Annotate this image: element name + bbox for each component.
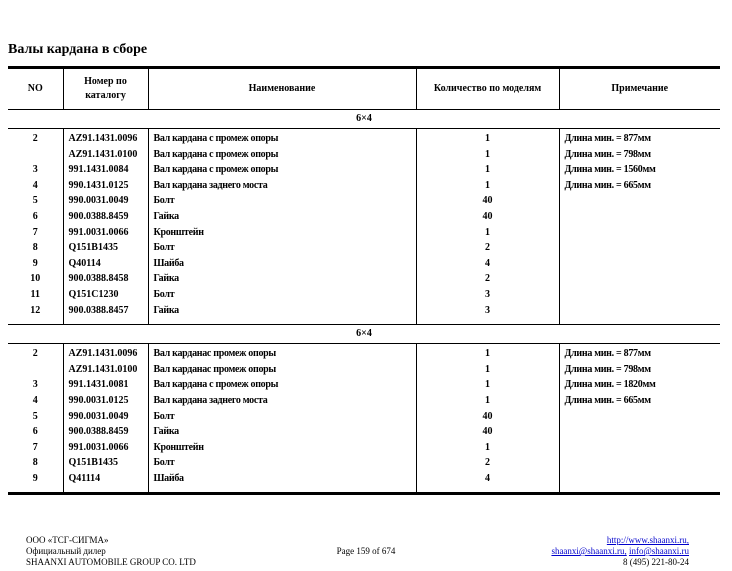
- row-name: Болт: [148, 287, 416, 303]
- row-catalog-number: Q151B1435: [63, 240, 148, 256]
- row-qty: 3: [416, 287, 559, 303]
- row-qty: 1: [416, 440, 559, 456]
- parts-table: [8, 66, 720, 495]
- row-note: [559, 209, 720, 225]
- header-qty: Количество по моделям: [416, 68, 559, 110]
- row-name: Кронштейн: [148, 225, 416, 241]
- row-name: Болт: [148, 240, 416, 256]
- row-no: 3: [32, 164, 38, 176]
- row-catalog-number: 990.1431.0125: [63, 178, 148, 194]
- table-row: [8, 471, 720, 487]
- row-catalog-number: 991.0031.0066: [63, 225, 148, 241]
- row-catalog-number: 990.0031.0125: [63, 393, 148, 409]
- section-spacer: [8, 486, 720, 494]
- table-row: [8, 362, 720, 378]
- row-qty: 40: [416, 193, 559, 209]
- row-name: Гайка: [148, 424, 416, 440]
- row-qty: 1: [416, 178, 559, 194]
- row-qty: 4: [416, 471, 559, 487]
- row-name: Гайка: [148, 271, 416, 287]
- spacer-cell: [148, 486, 416, 494]
- row-no: [8, 362, 63, 378]
- row-qty: 1: [416, 225, 559, 241]
- row-qty: 1: [416, 162, 559, 178]
- row-no: 5: [32, 195, 38, 207]
- row-catalog-number: AZ91.1431.0100: [63, 362, 148, 378]
- row-name: Шайба: [148, 471, 416, 487]
- row-qty: 3: [416, 303, 559, 319]
- row-qty: 2: [416, 455, 559, 471]
- row-no: 6: [32, 426, 38, 438]
- row-no: 5: [32, 410, 38, 422]
- row-no: 8: [32, 242, 38, 254]
- table-header-row: [8, 68, 720, 110]
- row-qty: 40: [416, 409, 559, 425]
- spacer-cell: [416, 486, 559, 494]
- table-row: [8, 424, 720, 440]
- row-no: 8: [32, 457, 38, 469]
- table-row: [8, 271, 720, 287]
- row-note: [559, 471, 720, 487]
- row-note: [559, 287, 720, 303]
- row-catalog-number: AZ91.1431.0096: [63, 129, 148, 147]
- footer-phone: 8 (495) 221-80-24: [623, 557, 689, 567]
- row-name: Гайка: [148, 303, 416, 319]
- row-note: Длина мин. = 665мм: [559, 178, 720, 194]
- spacer-cell: [8, 486, 63, 494]
- section-header-row: [8, 325, 720, 344]
- row-name: Вал кардана с промеж опоры: [148, 129, 416, 147]
- row-no: 6: [32, 210, 38, 222]
- row-qty: 1: [416, 147, 559, 163]
- header-no: NO: [8, 68, 63, 110]
- section-label: 6×4: [8, 325, 720, 344]
- table-row: [8, 393, 720, 409]
- row-name: Болт: [148, 455, 416, 471]
- row-no: 7: [32, 226, 38, 238]
- row-qty: 1: [416, 129, 559, 147]
- table-row: [8, 129, 720, 147]
- row-catalog-number: AZ91.1431.0100: [63, 147, 148, 163]
- header-catalog-line2: каталогу: [85, 90, 126, 101]
- table-row: [8, 455, 720, 471]
- row-qty: 1: [416, 393, 559, 409]
- row-catalog-number: Q41114: [63, 471, 148, 487]
- row-note: [559, 240, 720, 256]
- spacer-cell: [559, 486, 720, 494]
- header-note: Примечание: [559, 68, 720, 110]
- row-qty: 4: [416, 256, 559, 272]
- row-qty: 2: [416, 271, 559, 287]
- row-no: 2: [32, 133, 38, 144]
- row-name: Вал карданас промеж опоры: [148, 344, 416, 362]
- row-qty: 1: [416, 344, 559, 362]
- table-row: [8, 178, 720, 194]
- row-no: 11: [30, 288, 40, 300]
- row-note: [559, 303, 720, 319]
- row-catalog-number: Q151B1435: [63, 455, 148, 471]
- row-name: Вал кардана с промеж опоры: [148, 162, 416, 178]
- row-no: [8, 147, 63, 163]
- row-no: 10: [30, 273, 41, 285]
- row-no: 3: [32, 379, 38, 391]
- row-note: Длина мин. = 1560мм: [559, 162, 720, 178]
- footer-group: SHAANXI AUTOMOBILE GROUP CO. LTD: [26, 557, 196, 567]
- row-catalog-number: 990.0031.0049: [63, 193, 148, 209]
- row-no: 4: [32, 394, 38, 406]
- row-catalog-number: 900.0388.8458: [63, 271, 148, 287]
- table-row: [8, 409, 720, 425]
- row-name: Вал кардана заднего моста: [148, 393, 416, 409]
- row-catalog-number: 900.0388.8459: [63, 209, 148, 225]
- row-catalog-number: Q40114: [63, 256, 148, 272]
- row-qty: 1: [416, 377, 559, 393]
- row-note: Длина мин. = 1820мм: [559, 377, 720, 393]
- spacer-cell: [63, 486, 148, 494]
- row-note: Длина мин. = 798мм: [559, 147, 720, 163]
- row-name: Вал кардана с промеж опоры: [148, 377, 416, 393]
- footer-dealer: Официальный дилер: [26, 546, 106, 556]
- table-row: [8, 440, 720, 456]
- row-qty: 40: [416, 209, 559, 225]
- row-catalog-number: 900.0388.8457: [63, 303, 148, 319]
- row-note: [559, 193, 720, 209]
- row-no: 7: [32, 441, 38, 453]
- table-row: [8, 240, 720, 256]
- row-name: Гайка: [148, 209, 416, 225]
- table-row: [8, 256, 720, 272]
- email-link-sales[interactable]: shaanxi@shaanxi.ru,: [551, 546, 627, 556]
- row-qty: 1: [416, 362, 559, 378]
- email-link-info[interactable]: info@shaanxi.ru: [628, 546, 689, 556]
- page-title: Валы кардана в сборе: [8, 42, 148, 57]
- row-no: 12: [30, 304, 41, 316]
- header-name: Наименование: [148, 68, 416, 110]
- row-note: Длина мин. = 877мм: [559, 129, 720, 147]
- row-name: Шайба: [148, 256, 416, 272]
- row-no: 4: [32, 179, 38, 191]
- website-link[interactable]: http://www.shaanxi.ru,: [606, 535, 689, 545]
- table-row: [8, 225, 720, 241]
- row-name: Болт: [148, 193, 416, 209]
- row-catalog-number: 990.0031.0049: [63, 409, 148, 425]
- row-note: Длина мин. = 665мм: [559, 393, 720, 409]
- row-no: 2: [32, 348, 38, 360]
- page-number: Page 159 of 674: [336, 546, 396, 556]
- footer-right: [551, 535, 689, 568]
- table-row: [8, 344, 720, 362]
- row-name: Вал кардана с промеж опоры: [148, 147, 416, 163]
- row-name: Вал кардана заднего моста: [148, 178, 416, 194]
- row-no: 9: [32, 257, 38, 269]
- row-name: Болт: [148, 409, 416, 425]
- table-row: [8, 193, 720, 209]
- row-no: 9: [32, 472, 38, 484]
- row-note: [559, 256, 720, 272]
- row-note: Длина мин. = 798мм: [559, 362, 720, 378]
- row-qty: 2: [416, 240, 559, 256]
- row-catalog-number: AZ91.1431.0096: [63, 344, 148, 362]
- row-catalog-number: 900.0388.8459: [63, 424, 148, 440]
- row-note: [559, 271, 720, 287]
- row-qty: 40: [416, 424, 559, 440]
- section-header-row: [8, 110, 720, 129]
- table-row: [8, 209, 720, 225]
- footer-company: ООО «ТСГ-СИГМА»: [26, 535, 109, 545]
- row-catalog-number: 991.0031.0066: [63, 440, 148, 456]
- row-note: Длина мин. = 877мм: [559, 344, 720, 362]
- table-row: [8, 147, 720, 163]
- table-row: [8, 377, 720, 393]
- row-catalog-number: Q151C1230: [63, 287, 148, 303]
- header-catalog-line1: Номер по: [84, 76, 127, 87]
- table-row: [8, 303, 720, 319]
- table-row: [8, 287, 720, 303]
- row-note: [559, 455, 720, 471]
- row-catalog-number: 991.1431.0081: [63, 377, 148, 393]
- section-label: 6×4: [8, 110, 720, 129]
- row-name: Вал карданас промеж опоры: [148, 362, 416, 378]
- row-name: Кронштейн: [148, 440, 416, 456]
- table-row: [8, 162, 720, 178]
- row-catalog-number: 991.1431.0084: [63, 162, 148, 178]
- row-note: [559, 424, 720, 440]
- row-note: [559, 409, 720, 425]
- row-note: [559, 440, 720, 456]
- header-catalog: [63, 68, 148, 110]
- row-note: [559, 225, 720, 241]
- table-body: [8, 110, 720, 494]
